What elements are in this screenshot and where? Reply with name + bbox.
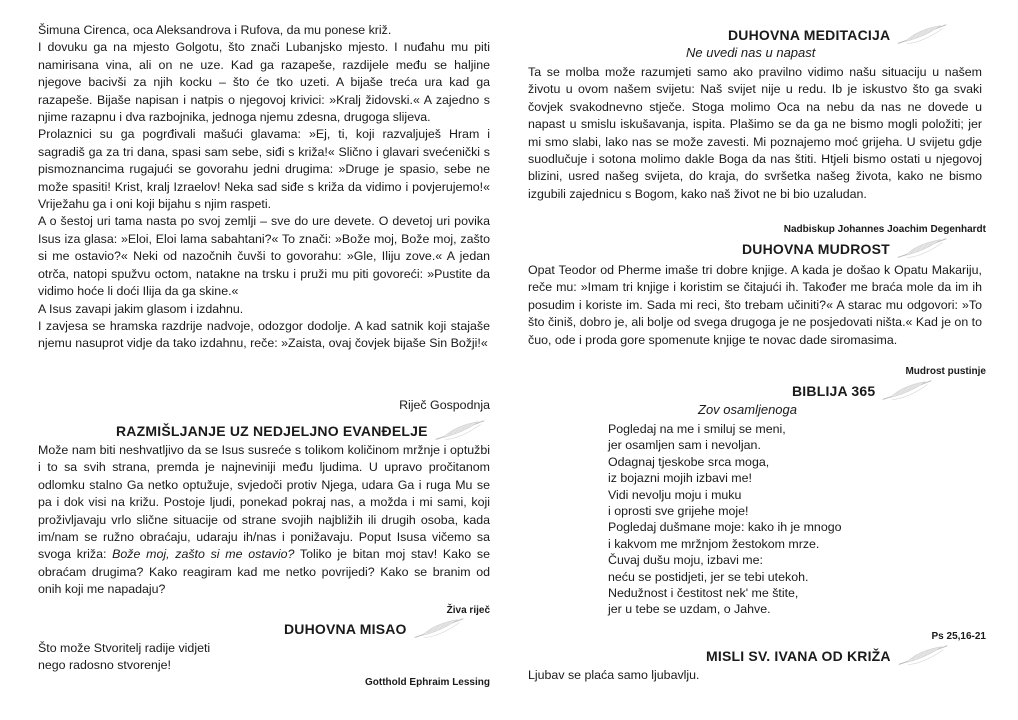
- reflection-title: RAZMIŠLJANJE UZ NEDJELJNO EVANĐELJE: [116, 423, 428, 439]
- misao-line: Što može Stvoritelj radije vidjeti: [38, 641, 211, 655]
- feather-icon: [894, 20, 950, 50]
- misao-heading: [284, 614, 467, 644]
- gospel-paragraph: A Isus zavapi jakim glasom i izdahnu.: [38, 301, 244, 316]
- gospel-source: Riječ Gospodnja: [399, 398, 490, 412]
- misao-line: nego radosno stvorenje!: [38, 658, 171, 673]
- meditacija-title: DUHOVNA MEDITACIJA: [728, 27, 891, 43]
- gospel-text: [38, 22, 490, 353]
- gospel-paragraph: I zavjesa se hramska razdrije nadvoje, odozgor dodolje. A kad satnik koji stajaše njemu nasuprot vidje da tako izdahnu, reče: »Zaista, ovaj čovjek bijaše Sin Božji!«: [38, 318, 490, 351]
- reflection-italic-quote: Bože moj, zašto si me ostavio?: [112, 547, 295, 562]
- misao-title: DUHOVNA MISAO: [284, 621, 407, 637]
- poem-line: iz bojazni mojih izbavi me!: [608, 471, 752, 486]
- right-column: [528, 0, 986, 720]
- feather-icon: [895, 641, 951, 671]
- poem-line: Pogledaj na me i smiluj se meni,: [608, 422, 786, 436]
- poem-line: Pogledaj dušmane moje: kako ih je mnogo: [608, 520, 842, 535]
- poem-line: i oprosti sve grijehe moje!: [608, 504, 749, 519]
- mudrost-text: Opat Teodor od Pherme imaše tri dobre knjige. A kada je došao k Opatu Makariju, reče mu: »Imam tri knjige i koristim se čitajući ih. Također me braća mole da im ih posudim i koriste im. Sada mi reci, što trebam učiniti?« A starac mu odgovori: »To što činiš, dobro je, ali bolje od svega drugoga je ne posjedovati ništa.« Kad je on to čuo, ode i proda gore spomenute knjige te novac dade siromasima.: [528, 263, 982, 347]
- meditacija-text: Ta se molba može razumjeti samo ako pravilno vidimo našu situaciju u našem životu u ovom našem svijetu: Naš svijet nije u redu. Ib je iskustvo što ga svaki čovjek svakodnevno stječe. Stoga molimo Oca na nebu da nas ne dovede u napast u smislu iskušavanja, ispita. Plašimo se da ga ne bismo mogli položiti; jer mi smo slabi, lako nas se može zavesti. Mi poznajemo moć grijeha. U svijetu gdje suodlučuje i sotona molimo dakle Boga da nas štiti. Htjeli bismo ostati u njegovoj blizini, usred našeg svijeta, do kraja, do svršetka našeg života, kako ne bismo izgubili zajednicu s Bogom, kako naš život ne bi bio uzaludan.: [528, 65, 982, 201]
- poem-line: jer osamljen sam i nevoljan.: [608, 438, 761, 453]
- mudrost-heading: [742, 234, 950, 264]
- gospel-paragraph: Prolaznici su ga pogrđivali mašući glavama: »Ej, ti, koji razvaljuješ Hram i sagradiš ga za tri dana, spasi sam sebe, siđi s križa!« Slično i glavari svećenički s pismoznancima rugajući se govorahu jedni drugima: »Druge je spasio, sebe ne može spasiti! Krist, kralj Izraelov! Neka sad siđe s križa da vidimo i povjerujemo!« Vriježahu ga i oni koji bijahu s njim raspeti.: [38, 127, 490, 212]
- biblija-heading: [792, 376, 935, 406]
- left-column: [38, 0, 490, 720]
- biblija-title: BIBLIJA 365: [792, 383, 876, 399]
- gospel-paragraph: A o šestoj uri tama nasta po svoj zemlji – sve do ure devete. O devetoj uri povika Isus iza glasa: »Eloi, Eloi lama sabahtani?« To znači: »Bože moj, Bože moj, zašto si me ostavio?« Neki od nazočnih čuvši to govorahu: »Gle, Iliju zove.« A jedan otrča, natopi spužvu octom, natakne na trsku i pruži mu piti govoreći: »Pustite da vidimo hoće li doći Ilija da ga skine.«: [38, 214, 490, 299]
- ivan-heading: [706, 641, 951, 671]
- poem-line: Vidi nevolju moju i muku: [608, 487, 742, 502]
- feather-icon: [894, 234, 950, 264]
- meditacija-subtitle: Ne uvedi nas u napast: [686, 45, 816, 60]
- psalm-poem: [608, 421, 842, 618]
- reflection-text-part: Može nam biti neshvatljivo da se Isus susreće s tolikom količinom mržnje i optužbi i to sa svih strana, premda je najneviniji među ljudima. U upravo pročitanom odlomku stalno Ga netko optužuje, svjedoči protiv Njega, udara Ga i ruga Mu se pa i dok visi na križu. Postoje ljudi, ponekad pokraj nas, a možda i mi sami, koji proživljavaju vrlo slične situacije od strane svojih najbližih ili drugih osoba, kada im/nam se ružno obraćaju, udaraju ih/nas i ponižavaju. Poput Isusa vičemo sa svoga križa:: [38, 443, 490, 562]
- gospel-paragraph: Šimuna Cirenca, oca Aleksandrova i Rufova, da mu ponese križ.: [38, 23, 392, 37]
- reflection-text: [38, 442, 490, 599]
- feather-icon: [879, 376, 935, 406]
- ivan-title: MISLI SV. IVANA OD KRIŽA: [706, 648, 891, 664]
- misao-text: [38, 640, 210, 675]
- poem-line: Čuvaj dušu moju, izbavi me:: [608, 553, 763, 568]
- meditacija-source: Nadbiskup Johannes Joachim Degenhardt: [783, 224, 986, 235]
- poem-line: neću se postidjeti, jer se tebi utekoh.: [608, 569, 809, 584]
- poem-line: jer u tebe se uzdam, o Jahve.: [608, 602, 771, 617]
- reflection-text-part: Toliko je bitan moj stav! Kako se obraćam drugima? Kako reagiram kad me netko povrijedi? Kako se branim od onih koji me napadaju?: [38, 547, 490, 597]
- biblija-subtitle: Zov osamljenoga: [698, 402, 797, 417]
- gospel-paragraph: I dovuku ga na mjesto Golgotu, što znači Lubanjsko mjesto. I nuđahu mu piti namirisana vina, ali on ne uze. Kad ga razapeše, razdijele među se haljine njegove bacivši za njih kocku – što će tko uzeti. A bijaše treća ura kad ga razapeše. Bijaše napisan i natpis o njegovoj krivici: »Kralj židovski.« A zajedno s njime razapnu i dva razbojnika, jednoga njemu zdesna, drugoga slijeva.: [38, 40, 490, 125]
- mudrost-title: DUHOVNA MUDROST: [742, 241, 890, 257]
- poem-line: Nedužnost i čestitost nek' me štite,: [608, 586, 799, 601]
- poem-line: Odagnaj tjeskobe srca moga,: [608, 454, 770, 469]
- psalm-source: Ps 25,16-21: [931, 631, 986, 642]
- poem-line: i kakvom me mržnjom žestokom mrze.: [608, 536, 820, 551]
- ivan-text: Ljubav se plaća samo ljubavlju.: [528, 668, 700, 682]
- mudrost-source: Mudrost pustinje: [905, 366, 986, 377]
- reflection-source: Živa riječ: [446, 605, 490, 616]
- misao-source: Gotthold Ephraim Lessing: [364, 677, 490, 688]
- feather-icon: [411, 614, 467, 644]
